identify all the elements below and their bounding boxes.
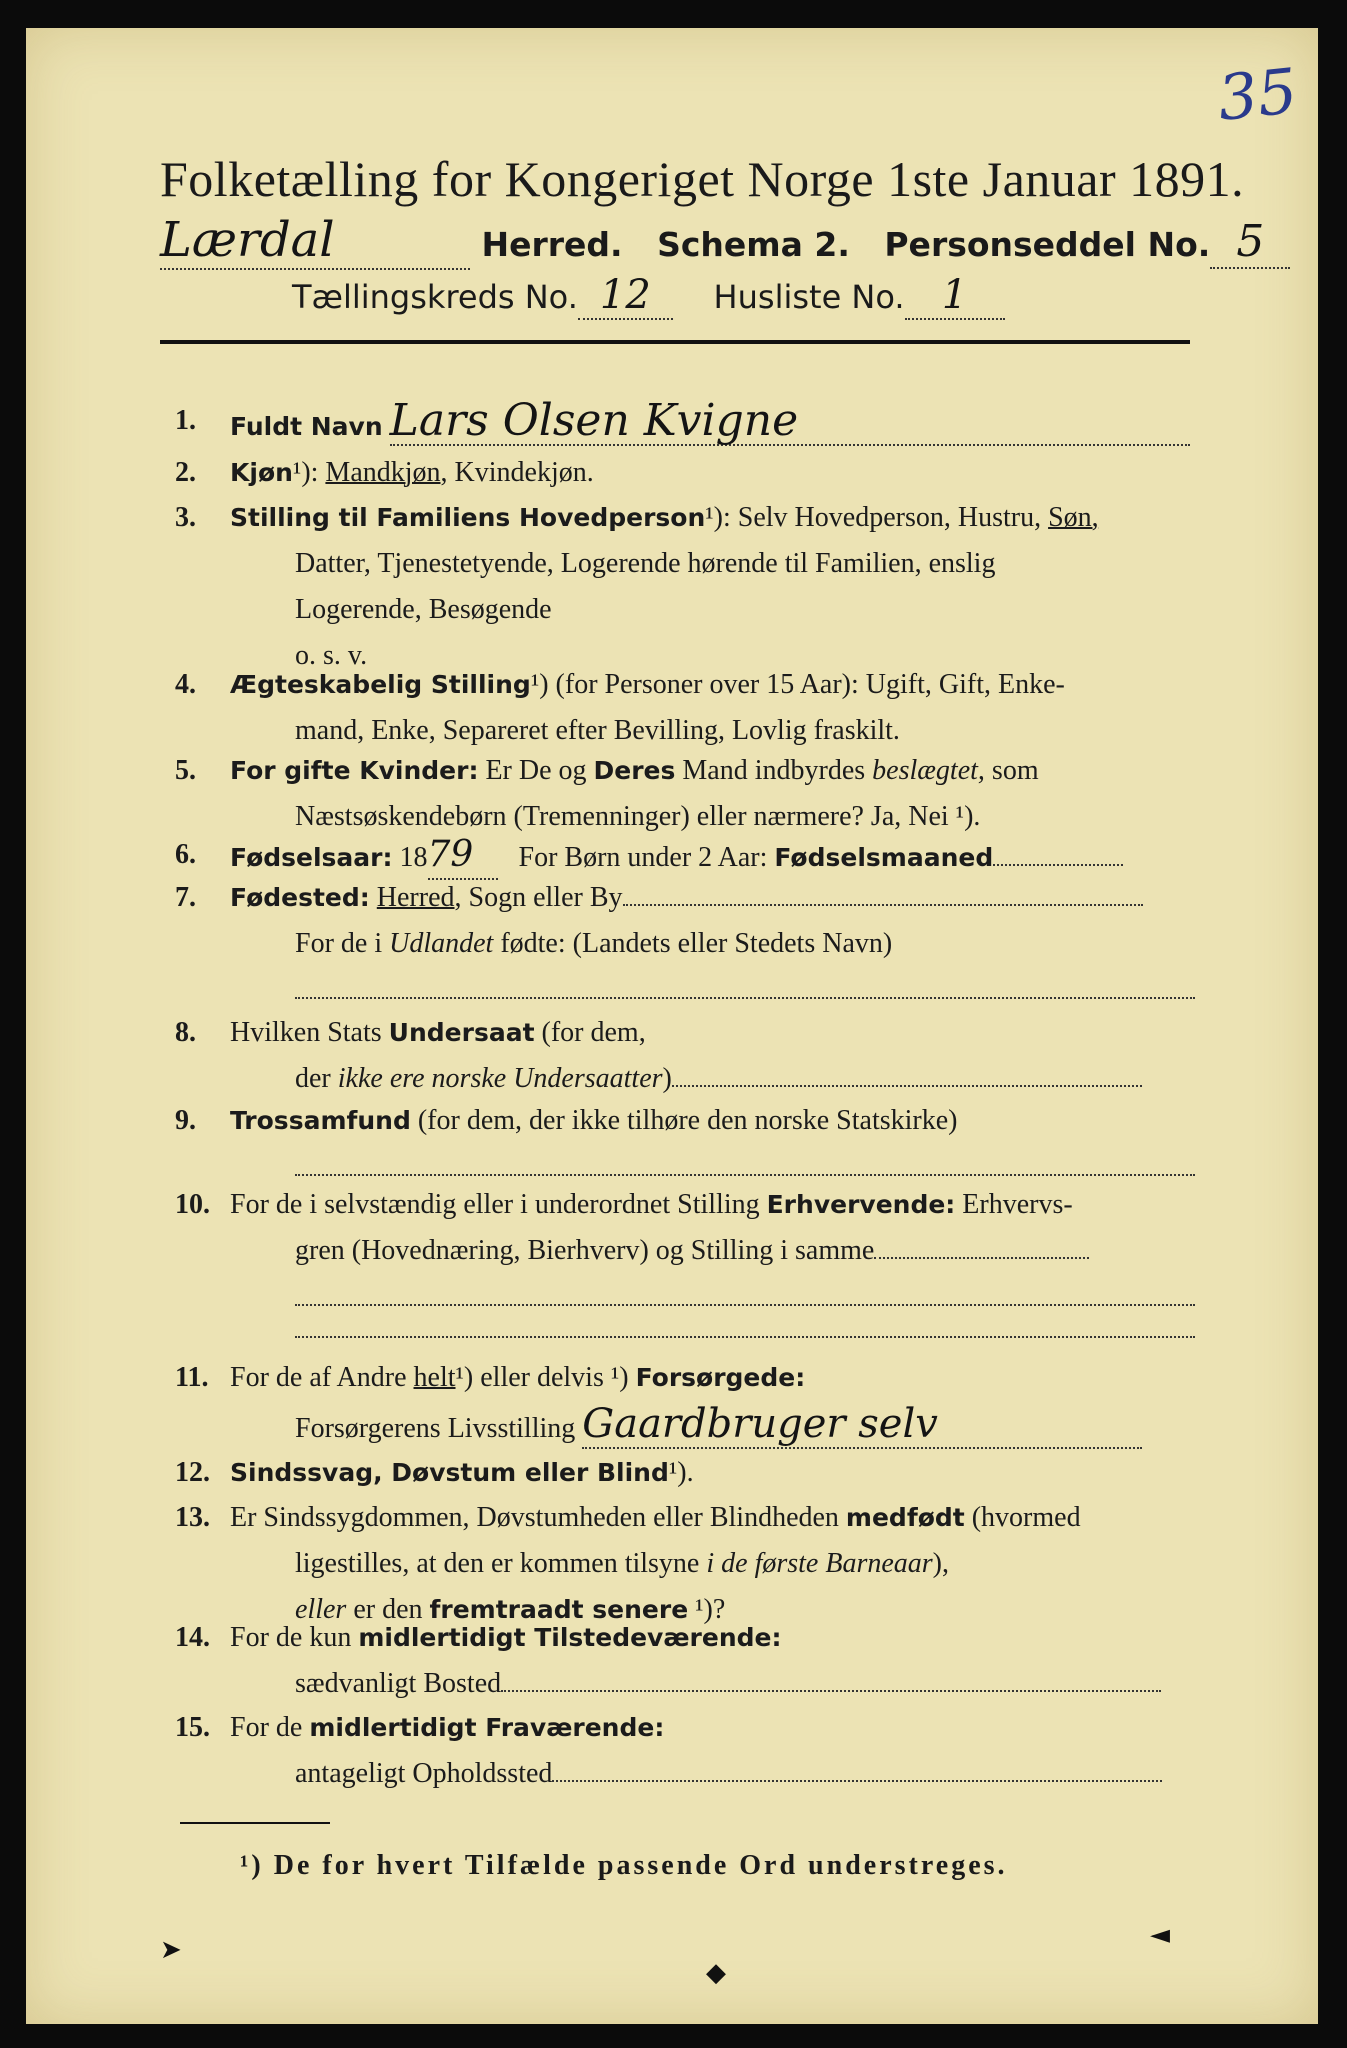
taellingskreds-value: 12 (578, 272, 673, 320)
item-5 (175, 748, 1215, 840)
item-label: fremtraadt senere (429, 1595, 689, 1624)
header-divider (160, 340, 1190, 344)
header-line-1 (160, 212, 1290, 270)
item-text: ¹)? (695, 1594, 726, 1625)
item-label: Erhvervende: (766, 1190, 956, 1219)
registration-mark-icon: ◆ (706, 1958, 726, 1988)
item-6 (175, 832, 1215, 881)
item-text: Logerende, Besøgende (295, 594, 552, 625)
page-number: 35 (1214, 54, 1301, 135)
item-text: Erhvervs- (962, 1189, 1073, 1220)
birthplace-field (623, 904, 1143, 906)
item-number: 8. (175, 1017, 196, 1048)
probable-residence-field (552, 1780, 1162, 1782)
footnote-ref: ¹): (292, 457, 319, 488)
item-text: ikke ere norske Undersaatter (337, 1063, 663, 1094)
item-text: , Sogn eller By (454, 882, 623, 913)
birth-year-answer: 79 (428, 832, 498, 880)
item-number: 7. (175, 882, 196, 913)
item-text: (for dem, der ikke tilhøre den norske Statskirke) (417, 1105, 958, 1136)
item-text: beslægtet, (872, 755, 985, 786)
item-number: 9. (175, 1105, 196, 1136)
item-3 (175, 495, 1215, 679)
item-text: ) (662, 1063, 672, 1094)
footnote-ref: ¹) (530, 669, 549, 700)
item-label: Forsørgede: (635, 1363, 806, 1392)
herred-label: Herred. (481, 225, 623, 264)
item-13 (175, 1495, 1215, 1633)
item-number: 1. (175, 405, 196, 436)
item-number: 4. (175, 669, 196, 700)
item-14 (175, 1615, 1215, 1707)
item-11 (175, 1355, 1215, 1452)
item-text: antageligt Opholdssted (295, 1758, 553, 1789)
item-label: Sindssvag, Døvstum eller Blind (230, 1458, 669, 1487)
taellingskreds-label: Tællingskreds No. (292, 278, 578, 316)
item-number: 6. (175, 839, 196, 870)
item-label: Trossamfund (230, 1106, 411, 1135)
item-label: Undersaat (388, 1018, 535, 1047)
item-label: midlertidigt Tilstedeværende: (358, 1623, 782, 1652)
item-text: Mand indbyrdes (682, 755, 866, 786)
husliste-value: 1 (905, 272, 1005, 320)
item-text: , Kvindekjøn. (440, 457, 594, 488)
item-4 (175, 662, 1215, 754)
personseddel-value: 5 (1210, 216, 1290, 269)
header-line-2 (292, 272, 1005, 320)
birth-month-field (993, 864, 1123, 866)
occupation-line (295, 1274, 1195, 1306)
schema-label: Schema 2. (657, 225, 850, 264)
selected-option: helt (413, 1362, 456, 1393)
item-number: 12. (175, 1457, 210, 1488)
item-7 (175, 875, 1215, 999)
item-label: For gifte Kvinder: (230, 756, 479, 785)
item-text: For de af Andre (230, 1362, 407, 1393)
husliste-label: Husliste No. (713, 278, 905, 316)
personseddel-label: Personseddel No. (884, 225, 1211, 264)
item-label: Fødselsmaaned (774, 843, 994, 872)
provider-occupation-answer: Gaardbruger selv (582, 1401, 1142, 1449)
item-15 (175, 1705, 1215, 1797)
item-text: som (991, 755, 1039, 786)
item-text: eller (295, 1594, 347, 1625)
item-text: o. s. v. (295, 640, 368, 671)
footnote: ¹) De for hvert Tilfælde passende Ord understreges. (240, 1850, 1008, 1881)
item-9 (175, 1098, 1215, 1176)
item-label: Fødested: (230, 883, 370, 912)
selected-option: Mandkjøn (325, 457, 441, 488)
item-label: midlertidigt Fraværende: (309, 1713, 665, 1742)
item-text: er den (353, 1594, 423, 1625)
item-label: Stilling til Familiens Hovedperson (230, 503, 706, 532)
item-text: sædvanligt Bosted (295, 1668, 502, 1699)
item-text: Selv Hovedperson, Hustru, (737, 502, 1049, 533)
item-label: Fødselsaar: (230, 843, 393, 872)
item-text: mand, Enke, Separeret efter Bevilling, Lovlig fraskilt. (295, 715, 900, 746)
item-text: der (295, 1063, 331, 1094)
item-number: 3. (175, 502, 196, 533)
item-number: 10. (175, 1189, 210, 1220)
selected-option: Søn, (1048, 502, 1099, 533)
arrow-mark-icon: ◄ (1150, 1920, 1170, 1950)
item-text: For de kun (230, 1622, 352, 1653)
religion-field (295, 1144, 1195, 1176)
item-12 (175, 1450, 1215, 1496)
item-label: medfødt (845, 1503, 965, 1532)
item-text: (for Personer over 15 Aar): Ugift, Gift, Enke- (555, 669, 1065, 700)
item-number: 5. (175, 755, 196, 786)
item-text: fødte: (Landets eller Stedets Navn) (500, 928, 893, 959)
item-text: ligestilles, at den er kommen tilsyne (295, 1548, 700, 1579)
item-text: Datter, Tjenestetyende, Logerende hørende til Familien, enslig (295, 548, 996, 579)
item-text: Forsørgerens Livsstilling (295, 1413, 576, 1444)
item-text: ¹) eller delvis ¹) (455, 1362, 629, 1393)
item-text: Hvilken Stats (230, 1017, 382, 1048)
item-number: 14. (175, 1622, 210, 1653)
full-name-answer: Lars Olsen Kvigne (390, 398, 1190, 446)
arrow-mark-icon: ➤ (160, 1935, 182, 1965)
selected-option: Herred (376, 882, 455, 913)
usual-residence-field (501, 1690, 1161, 1692)
form-title: Folketælling for Kongeriget Norge 1ste Januar 1891. (160, 151, 1245, 207)
item-text: ), (932, 1548, 949, 1579)
occupation-line (295, 1306, 1195, 1338)
footnote-divider (180, 1822, 330, 1824)
item-text: For de (230, 1712, 303, 1743)
citizenship-field (672, 1085, 1142, 1087)
item-number: 15. (175, 1712, 210, 1743)
item-text: For Børn under 2 Aar: (518, 842, 768, 873)
item-number: 13. (175, 1502, 210, 1533)
footnote-ref: ¹): (705, 502, 731, 533)
item-number: 2. (175, 457, 196, 488)
item-10 (175, 1182, 1215, 1338)
item-text: gren (Hovednæring, Bierhverv) og Stilling i samme (295, 1235, 875, 1266)
item-text: Er De og (485, 755, 587, 786)
item-label: Fuldt Navn (230, 412, 383, 441)
item-text: Næstsøskendebørn (Tremenninger) eller nærmere? Ja, Nei ¹). (295, 801, 981, 832)
item-label: Deres (593, 756, 676, 785)
item-number: 11. (175, 1362, 209, 1393)
item-text: Udlandet (389, 928, 494, 959)
herred-value: Lærdal (160, 212, 470, 270)
occupation-field (874, 1257, 1089, 1259)
item-text: ¹). (668, 1457, 694, 1488)
item-label: Kjøn (230, 458, 293, 487)
item-label: Ægteskabelig Stilling (230, 670, 531, 699)
item-text: i de første Barneaar (706, 1548, 933, 1579)
item-1 (175, 395, 1215, 450)
item-text: (hvormed (971, 1502, 1081, 1533)
item-text: (for dem, (541, 1017, 646, 1048)
item-text: For de i (295, 928, 383, 959)
item-8 (175, 1010, 1215, 1102)
year-prefix: 18 (399, 842, 428, 873)
item-2 (175, 450, 1215, 496)
foreign-birthplace-field (295, 967, 1195, 999)
item-text: Er Sindssygdommen, Døvstumheden eller Blindheden (230, 1502, 839, 1533)
item-text: For de i selvstændig eller i underordnet Stilling (230, 1189, 760, 1220)
